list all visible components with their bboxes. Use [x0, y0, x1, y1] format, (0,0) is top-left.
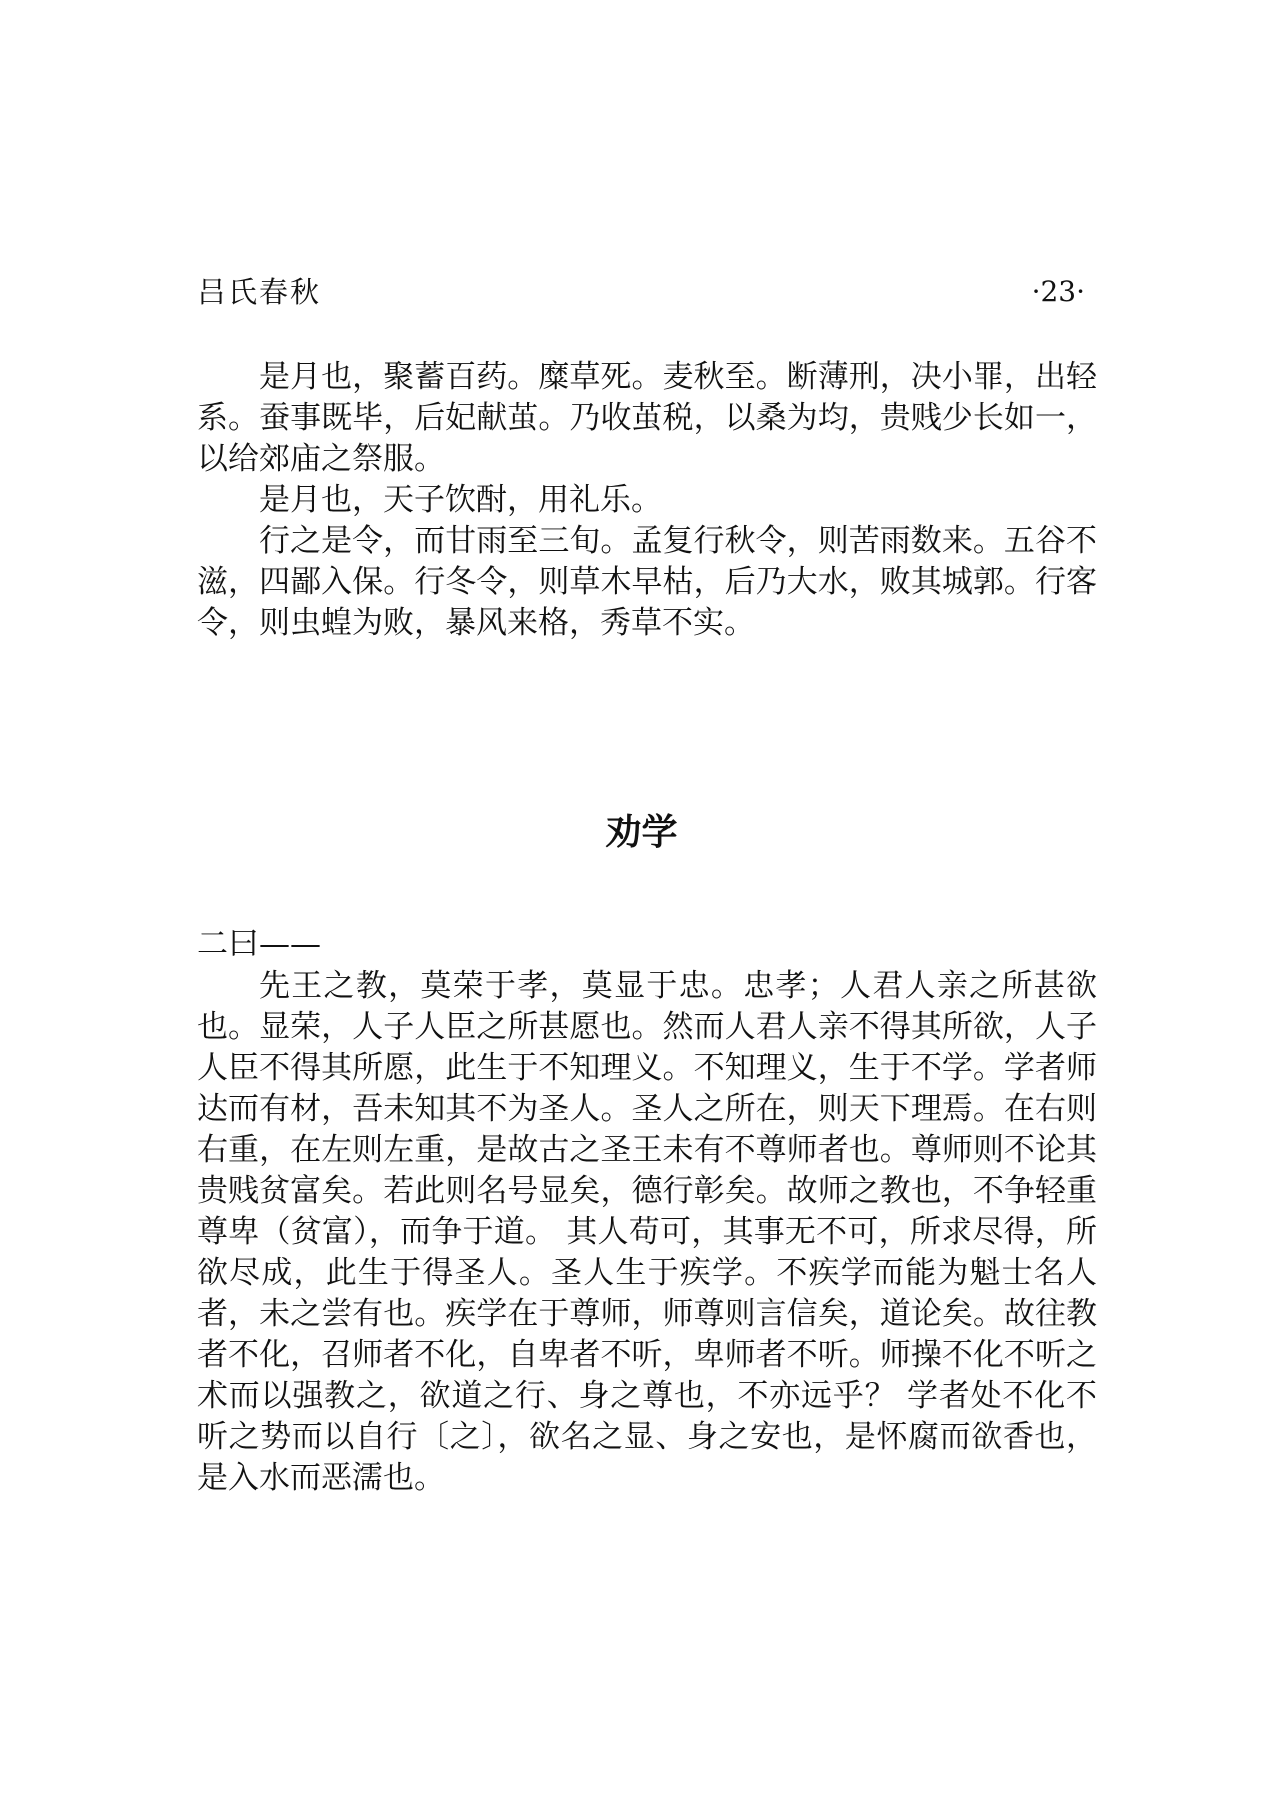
chapter-title: 劝学	[605, 812, 678, 853]
chapter-body-text	[197, 966, 1097, 1499]
monthly-ordinance-text	[197, 357, 1097, 644]
section-marker: 二曰——	[197, 926, 321, 962]
paragraph: 是月也，天子饮酎，用礼乐。	[259, 482, 662, 518]
paragraph: 先王之教，莫荣于孝，莫显于忠。忠孝；人君人亲之所甚欲也。显荣，人子人臣之所甚愿也。然而人君人亲不得其所欲，人子人臣不得其所愿，此生于不知理义。不知理义，生于不学。学者师达而有材，吾未知其不为圣人。圣人之所在，则天下理焉。在右则右重，在左则左重，是故古之圣王未有不尊师者也。尊师则不论其贵贱贫富矣。若此则名号显矣，德行彰矣。故师之教也，不争轻重尊卑（贫富），而争于道。 其人苟可，其事无不可，所求尽得，所欲尽成，此生于得圣人。圣人生于疾学。不疾学而能为魁士名人者，未之尝有也。疾学在于尊师，师尊则言信矣，道论矣。故往教者不化，召师者不化，自卑者不听，卑师者不听。师操不化不听之术而以强教之，欲道之行、身之尊也，不亦远乎？ 学者处不化不听之势而以自行〔之〕，欲名之显、身之安也，是怀腐而欲香也，是入水而恶濡也。	[197, 968, 1097, 1496]
book-title: 吕氏春秋	[197, 275, 322, 309]
paragraph: 是月也，聚蓄百药。糜草死。麦秋至。断薄刑，决小罪，出轻系。蚕事既毕，后妃献茧。乃收茧税，以桑为均，贵贱少长如一，以给郊庙之祭服。	[197, 359, 1097, 477]
paragraph: 行之是令，而甘雨至三旬。孟复行秋令，则苦雨数来。五谷不滋，四鄙入保。行冬令，则草木早枯，后乃大水，败其城郭。行客令，则虫蝗为败，暴风来格，秀草不实。	[197, 523, 1097, 641]
page-number: ·23·	[1031, 275, 1085, 308]
running-header	[197, 272, 1085, 312]
